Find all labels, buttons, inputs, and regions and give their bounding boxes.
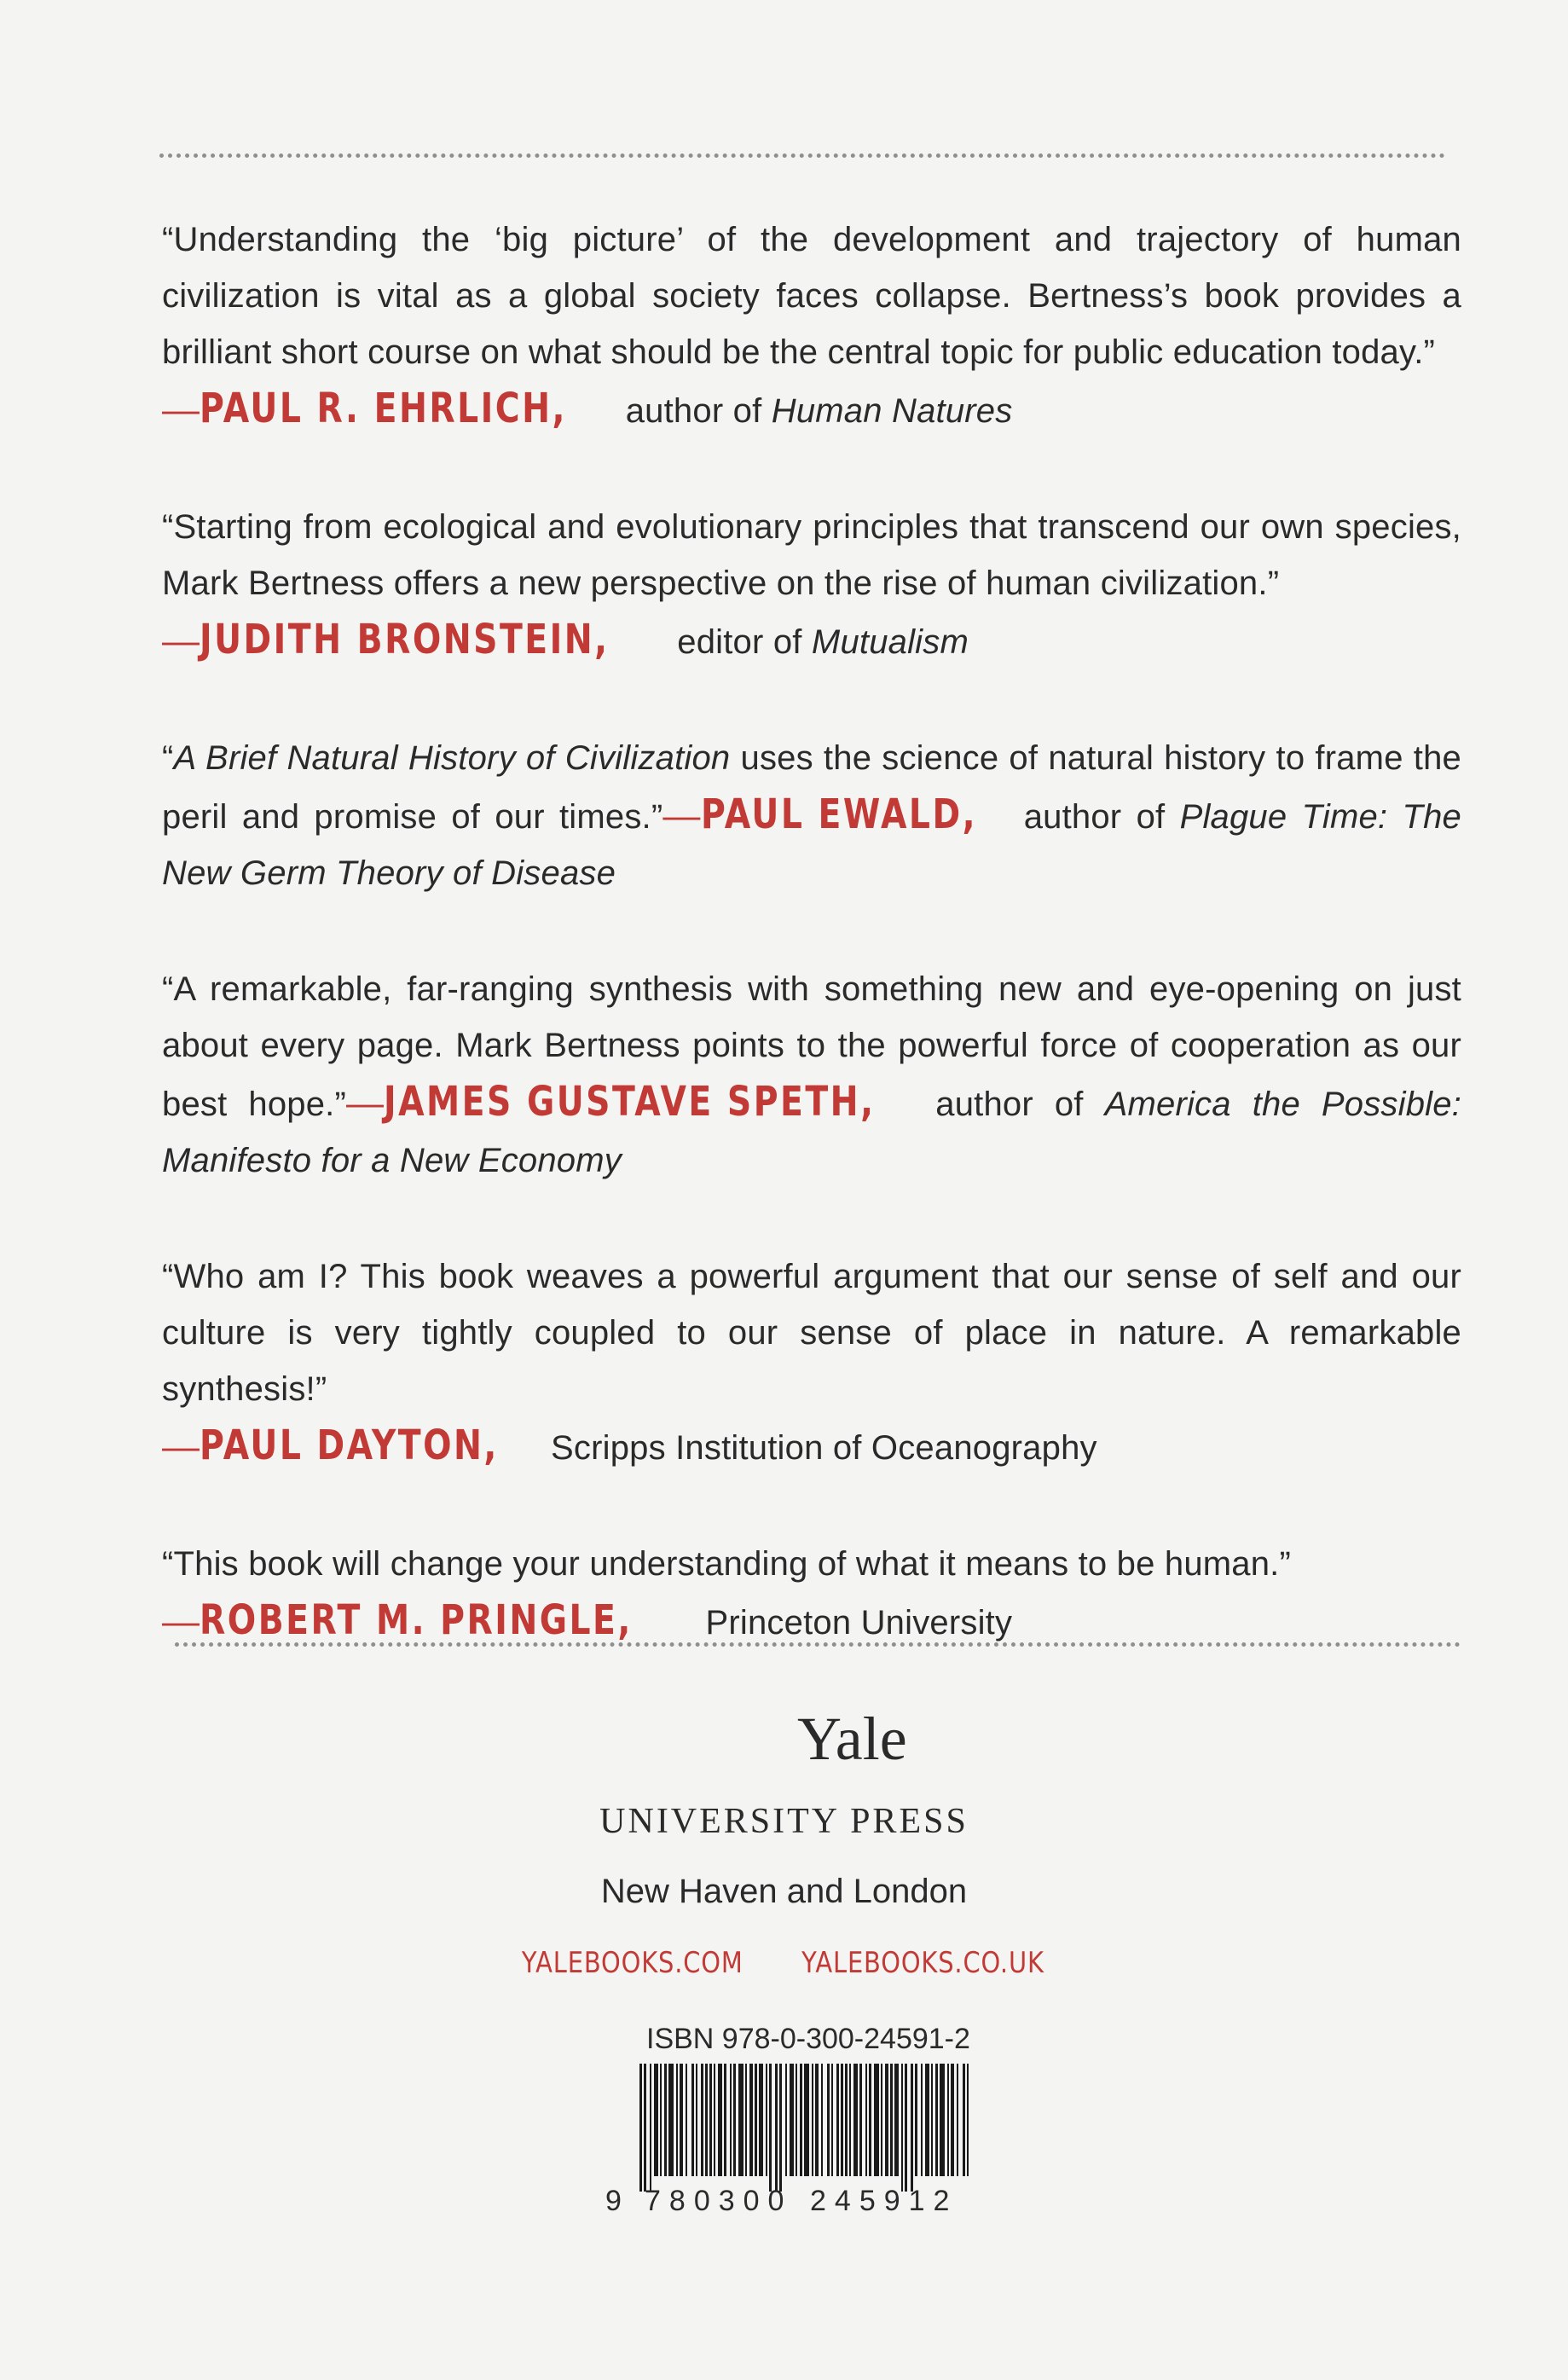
author-name: ROBERT M. PRINGLE, [200, 1596, 634, 1644]
barcode-bar [749, 2064, 753, 2176]
blurb-attribution [162, 611, 1461, 670]
barcode-lead-digit: 9 [605, 2185, 622, 2217]
blurb-quote: “Who am I? This book weaves a powerful argument that our sense of self and our culture is very tightly coupled to our sense of place in nature. A remarkable synthesis!” [162, 1258, 1461, 1408]
author-role: Princeton University [705, 1604, 1013, 1642]
barcode-bars [639, 2064, 969, 2192]
barcode-bar [796, 2064, 797, 2176]
bottom-dotted-rule [175, 1642, 1461, 1647]
isbn-barcode-block [587, 2023, 987, 2219]
author-name: PAUL EWALD, [700, 790, 977, 838]
website-us-link[interactable]: YALEBOOKS.COM [522, 1946, 743, 1980]
barcode-bar [759, 2064, 763, 2176]
barcode-bar [865, 2064, 867, 2176]
barcode-bar [709, 2064, 712, 2176]
barcode-bar [915, 2064, 917, 2176]
barcode-bar [668, 2064, 674, 2176]
barcode-bar [827, 2064, 830, 2176]
barcode-bar [911, 2064, 913, 2192]
barcode-bar [680, 2064, 683, 2176]
quoted-book-title: A Brief Natural History of Civilization [173, 739, 731, 777]
barcode-bar [940, 2064, 945, 2176]
barcode-bar [745, 2064, 747, 2176]
blurb-pringle [162, 1536, 1461, 1651]
barcode-bar [691, 2064, 694, 2176]
blurb-attribution [162, 1417, 1461, 1476]
barcode-bar [845, 2064, 848, 2176]
blurb-quote: uses the science of natural history to frame the peril and promise of our times.” [162, 739, 1461, 836]
barcode-bar [775, 2064, 778, 2192]
barcode-bar [724, 2064, 726, 2176]
barcode-bar [967, 2064, 969, 2176]
em-dash: — [162, 1426, 200, 1468]
blurb-speth [162, 961, 1461, 1189]
barcode-bar [815, 2064, 819, 2176]
em-dash: — [662, 795, 701, 837]
author-role: editor of [677, 623, 812, 661]
author-work: America the Possible: Manifesto for a New Economy [162, 1086, 1461, 1179]
blurb-quote: “Understanding the ‘big picture’ of the development and trajectory of human civilization is vital as a global society faces collapse. Bertness’s book provides a brilliant short course on what should be the central topic for public education today.” [162, 221, 1461, 371]
publisher-name: Yale [797, 1705, 907, 1773]
barcode-bar [755, 2064, 757, 2176]
blurb-dayton [162, 1248, 1461, 1476]
website-uk-link[interactable]: YALEBOOKS.CO.UK [801, 1946, 1044, 1980]
barcode-bar [644, 2064, 646, 2192]
barcode-bar [841, 2064, 843, 2176]
barcode-bar [921, 2064, 923, 2176]
barcode-bar [701, 2064, 703, 2176]
author-work: Plague Time: The New Germ Theory of Disease [162, 798, 1461, 892]
barcode-bar [951, 2064, 954, 2176]
em-dash: — [346, 1082, 385, 1124]
barcode-bar [869, 2064, 871, 2176]
barcode-bar [836, 2064, 839, 2176]
barcode-bar [853, 2064, 858, 2176]
em-dash: — [162, 389, 200, 431]
publisher-subtitle: UNIVERSITY PRESS [599, 1802, 969, 1841]
barcode-bar [800, 2064, 802, 2176]
barcode-bar [812, 2064, 813, 2176]
blurb-ewald [162, 730, 1461, 901]
barcode-bar [705, 2064, 708, 2176]
barcode-bar [779, 2064, 782, 2192]
barcode-digit-group-1: 780300 [645, 2185, 793, 2217]
blurb-quote: “A remarkable, far-ranging synthesis with something new and eye-opening on just about every page. Mark Bertness points to the powerful force of cooperation as our best hope.” [162, 970, 1461, 1123]
author-name: PAUL DAYTON, [200, 1422, 500, 1469]
barcode-bar [738, 2064, 743, 2176]
blurb-quote: “This book will change your understanding of what it means to be human.” [162, 1545, 1292, 1583]
barcode [587, 2064, 987, 2217]
author-role: author of [625, 392, 772, 430]
barcode-bar [733, 2064, 736, 2176]
publisher-cities: New Haven and London [600, 1873, 968, 1910]
barcode-bar [947, 2064, 949, 2176]
barcode-bar [901, 2064, 903, 2192]
author-name: JUDITH BRONSTEIN, [200, 616, 610, 663]
barcode-bar [935, 2064, 938, 2176]
barcode-bar [654, 2064, 658, 2176]
endorsements [162, 211, 1461, 1651]
barcode-bar [831, 2064, 833, 2176]
barcode-bar [686, 2064, 687, 2176]
barcode-bar [849, 2064, 851, 2176]
author-work: Mutualism [811, 623, 969, 661]
barcode-bar [664, 2064, 667, 2176]
author-role: author of [935, 1086, 1105, 1123]
author-work: Human Natures [771, 392, 1013, 430]
blurb-quote: “Starting from ecological and evolutionary principles that transcend our own species, Mark Bertness offers a new perspective on the rise of human civilization.” [162, 508, 1461, 602]
barcode-bar [660, 2064, 662, 2176]
barcode-digit-group-2: 245912 [810, 2185, 958, 2217]
barcode-bar [766, 2064, 767, 2176]
barcode-bar [769, 2064, 772, 2192]
blurb-attribution [162, 380, 1461, 439]
barcode-bar [718, 2064, 722, 2176]
barcode-bar [785, 2064, 787, 2176]
author-name: JAMES GUSTAVE SPETH, [384, 1078, 876, 1126]
barcode-bar [925, 2064, 929, 2176]
barcode-bar [859, 2064, 862, 2176]
author-name: PAUL R. EHRLICH, [200, 385, 568, 432]
barcode-bar [874, 2064, 879, 2176]
em-dash: — [162, 1601, 200, 1642]
quote-open: “ [162, 739, 174, 777]
publisher-websites [0, 1946, 1568, 1980]
author-role: Scripps Institution of Oceanography [551, 1429, 1097, 1467]
barcode-bar [804, 2064, 809, 2176]
barcode-bar [894, 2064, 899, 2176]
barcode-bar [639, 2064, 642, 2192]
barcode-bar [730, 2064, 732, 2176]
barcode-bar [696, 2064, 697, 2176]
barcode-bar [931, 2064, 933, 2176]
blurb-ehrlich [162, 211, 1461, 439]
barcode-bar [881, 2064, 882, 2176]
isbn-label: ISBN 978-0-300-24591-2 [646, 2023, 970, 2055]
barcode-bar [905, 2064, 907, 2192]
em-dash: — [162, 620, 200, 662]
barcode-bar [890, 2064, 893, 2176]
blurb-bronstein [162, 499, 1461, 670]
barcode-bar [650, 2064, 651, 2192]
barcode-bar [676, 2064, 678, 2176]
barcode-bar [790, 2064, 794, 2176]
author-role: author of [1023, 798, 1180, 836]
barcode-bar [714, 2064, 715, 2176]
barcode-bar [821, 2064, 823, 2176]
barcode-bar [957, 2064, 958, 2176]
barcode-bar [885, 2064, 888, 2176]
barcode-bar [963, 2064, 965, 2176]
top-dotted-rule [159, 153, 1445, 158]
